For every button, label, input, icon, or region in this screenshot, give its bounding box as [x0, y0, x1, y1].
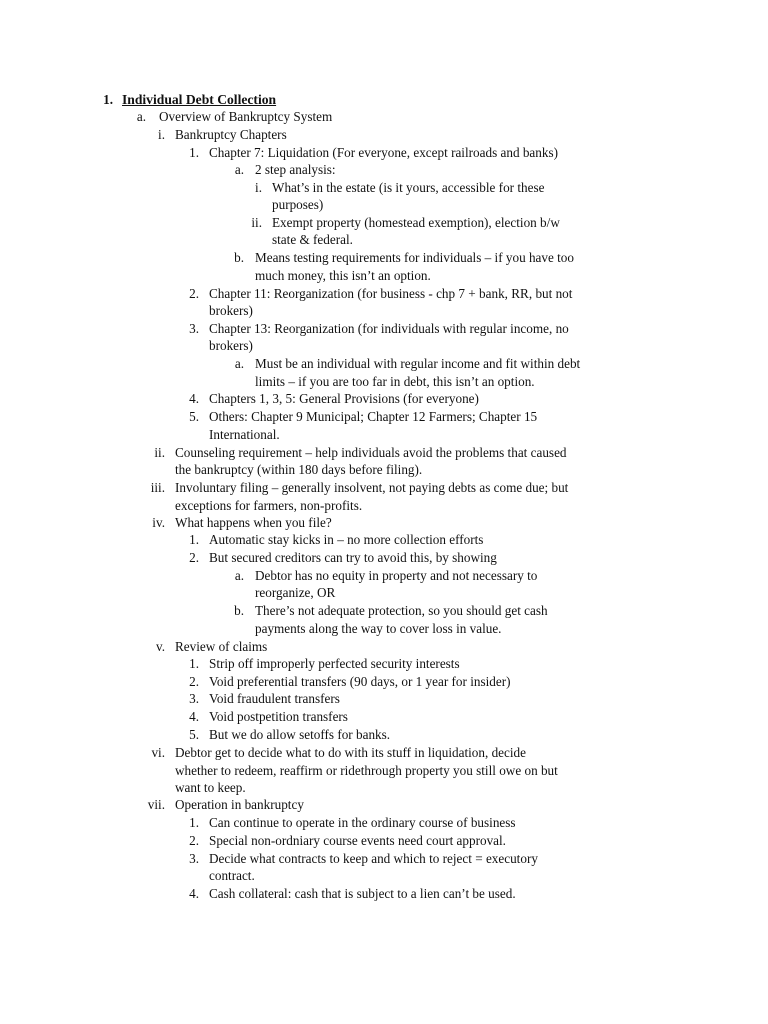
outline-line: [0, 285, 768, 303]
line-text: payments along the way to cover loss in value.: [255, 621, 502, 636]
outline-line: [0, 126, 768, 144]
line-text: International.: [209, 427, 280, 442]
line-text: Void fraudulent transfers: [209, 691, 340, 706]
list-marker: 2.: [189, 550, 199, 565]
line-text: Strip off improperly perfected security interests: [209, 656, 460, 671]
list-marker: i.: [255, 180, 262, 195]
line-text: Bankruptcy Chapters: [175, 127, 287, 142]
list-marker: 1.: [189, 815, 199, 830]
outline-line: [0, 390, 768, 408]
outline-line: [0, 179, 768, 197]
outline-line: [0, 567, 768, 585]
outline-line: [0, 726, 768, 744]
line-text: Chapter 11: Reorganization (for business - chp 7 + bank, RR, but not: [209, 286, 573, 301]
line-text: brokers): [209, 338, 253, 353]
outline-line: [0, 690, 768, 708]
list-marker: 1.: [189, 145, 199, 160]
line-text: purposes): [272, 197, 324, 212]
list-marker: 4.: [189, 886, 199, 901]
list-marker: iii.: [150, 480, 165, 495]
outline-line: [0, 108, 768, 126]
line-text: Void postpetition transfers: [209, 709, 348, 724]
list-marker: 4.: [189, 391, 199, 406]
outline-line: [0, 161, 768, 179]
list-marker: iv.: [152, 515, 165, 530]
list-marker: 2.: [189, 286, 199, 301]
line-text: Void preferential transfers (90 days, or 1 year for insider): [209, 674, 511, 689]
list-marker: b.: [234, 250, 244, 265]
line-text: Others: Chapter 9 Municipal; Chapter 12 Farmers; Chapter 15: [209, 409, 538, 424]
line-text: Debtor get to decide what to do with its stuff in liquidation, decide: [175, 745, 526, 760]
outline-line: [0, 655, 768, 673]
outline-line: [0, 444, 768, 462]
line-text: Automatic stay kicks in – no more collection efforts: [209, 532, 484, 547]
line-text: What’s in the estate (is it yours, accessible for these: [272, 180, 545, 195]
line-text: brokers): [209, 303, 253, 318]
line-text: But we do allow setoffs for banks.: [209, 727, 391, 742]
line-text: state & federal.: [272, 232, 353, 247]
section-heading: [0, 91, 768, 109]
list-marker: a.: [234, 356, 244, 371]
section-title: Individual Debt Collection: [122, 92, 277, 107]
outline-line: [0, 267, 768, 285]
line-text: But secured creditors can try to avoid this, by showing: [209, 550, 497, 565]
outline-line: [0, 337, 768, 355]
outline-line: [0, 144, 768, 162]
outline-line: [0, 461, 768, 479]
line-text: want to keep.: [175, 780, 246, 795]
line-text: Exempt property (homestead exemption), election b/w: [272, 215, 560, 230]
outline-line: [0, 885, 768, 903]
outline-line: [0, 408, 768, 426]
outline-line: [0, 708, 768, 726]
outline-line: [0, 832, 768, 850]
list-marker: 5.: [189, 727, 199, 742]
outline-line: [0, 814, 768, 832]
line-text: What happens when you file?: [175, 515, 332, 530]
outline-line: [0, 514, 768, 532]
line-text: Overview of Bankruptcy System: [159, 109, 333, 124]
outline-line: [0, 673, 768, 691]
line-text: Cash collateral: cash that is subject to a lien can’t be used.: [209, 886, 516, 901]
list-marker: 5.: [189, 409, 199, 424]
line-text: Chapter 13: Reorganization (for individuals with regular income, no: [209, 321, 569, 336]
list-marker: a.: [136, 109, 146, 124]
outline-line: [0, 249, 768, 267]
outline-line: [0, 214, 768, 232]
outline-line: [0, 779, 768, 797]
line-text: Can continue to operate in the ordinary course of business: [209, 815, 516, 830]
line-text: Operation in bankruptcy: [175, 797, 304, 812]
line-text: Chapters 1, 3, 5: General Provisions (for everyone): [209, 391, 479, 406]
list-marker: b.: [234, 603, 244, 618]
list-marker: 1.: [189, 656, 199, 671]
line-text: Review of claims: [175, 639, 268, 654]
list-marker: a.: [234, 162, 244, 177]
outline-line: [0, 355, 768, 373]
outline-line: [0, 620, 768, 638]
line-text: limits – if you are too far in debt, this isn’t an option.: [255, 374, 535, 389]
outline-line: [0, 549, 768, 567]
line-text: Debtor has no equity in property and not necessary to: [255, 568, 538, 583]
list-marker: 3.: [189, 851, 199, 866]
line-text: Means testing requirements for individuals – if you have too: [255, 250, 574, 265]
list-marker: 1.: [103, 92, 113, 107]
outline-line: [0, 302, 768, 320]
outline-line: [0, 762, 768, 780]
outline-line: [0, 320, 768, 338]
list-marker: 2.: [189, 674, 199, 689]
outline-line: [0, 426, 768, 444]
list-marker: ii.: [251, 215, 262, 230]
list-marker: vi.: [151, 745, 165, 760]
outline-line: [0, 796, 768, 814]
list-marker: 2.: [189, 833, 199, 848]
outline-line: [0, 744, 768, 762]
outline-line: [0, 373, 768, 391]
line-text: Chapter 7: Liquidation (For everyone, except railroads and banks): [209, 145, 558, 160]
line-text: contract.: [209, 868, 255, 883]
list-marker: 1.: [189, 532, 199, 547]
outline-line: [0, 531, 768, 549]
line-text: Involuntary filing – generally insolvent, not paying debts as come due; but: [175, 480, 569, 495]
line-text: much money, this isn’t an option.: [255, 268, 431, 283]
list-marker: a.: [234, 568, 244, 583]
outline-line: [0, 867, 768, 885]
outline-line: [0, 497, 768, 515]
outline-line: [0, 850, 768, 868]
outline-line: [0, 584, 768, 602]
line-text: Decide what contracts to keep and which to reject = executory: [209, 851, 538, 866]
outline-line: [0, 638, 768, 656]
line-text: exceptions for farmers, non-profits.: [175, 498, 363, 513]
outline-line: [0, 231, 768, 249]
line-text: Special non-ordniary course events need court approval.: [209, 833, 506, 848]
line-text: Must be an individual with regular income and fit within debt: [255, 356, 581, 371]
line-text: There’s not adequate protection, so you should get cash: [255, 603, 548, 618]
line-text: 2 step analysis:: [255, 162, 336, 177]
line-text: reorganize, OR: [255, 585, 336, 600]
list-marker: ii.: [154, 445, 165, 460]
outline-line: [0, 196, 768, 214]
list-marker: i.: [158, 127, 165, 142]
list-marker: 4.: [189, 709, 199, 724]
outline-line: [0, 602, 768, 620]
line-text: the bankruptcy (within 180 days before filing).: [175, 462, 423, 477]
line-text: whether to redeem, reaffirm or ridethrough property you still owe on but: [175, 763, 558, 778]
list-marker: 3.: [189, 691, 199, 706]
list-marker: 3.: [189, 321, 199, 336]
list-marker: vii.: [147, 797, 165, 812]
line-text: Counseling requirement – help individuals avoid the problems that caused: [175, 445, 567, 460]
outline-line: [0, 479, 768, 497]
list-marker: v.: [155, 639, 165, 654]
